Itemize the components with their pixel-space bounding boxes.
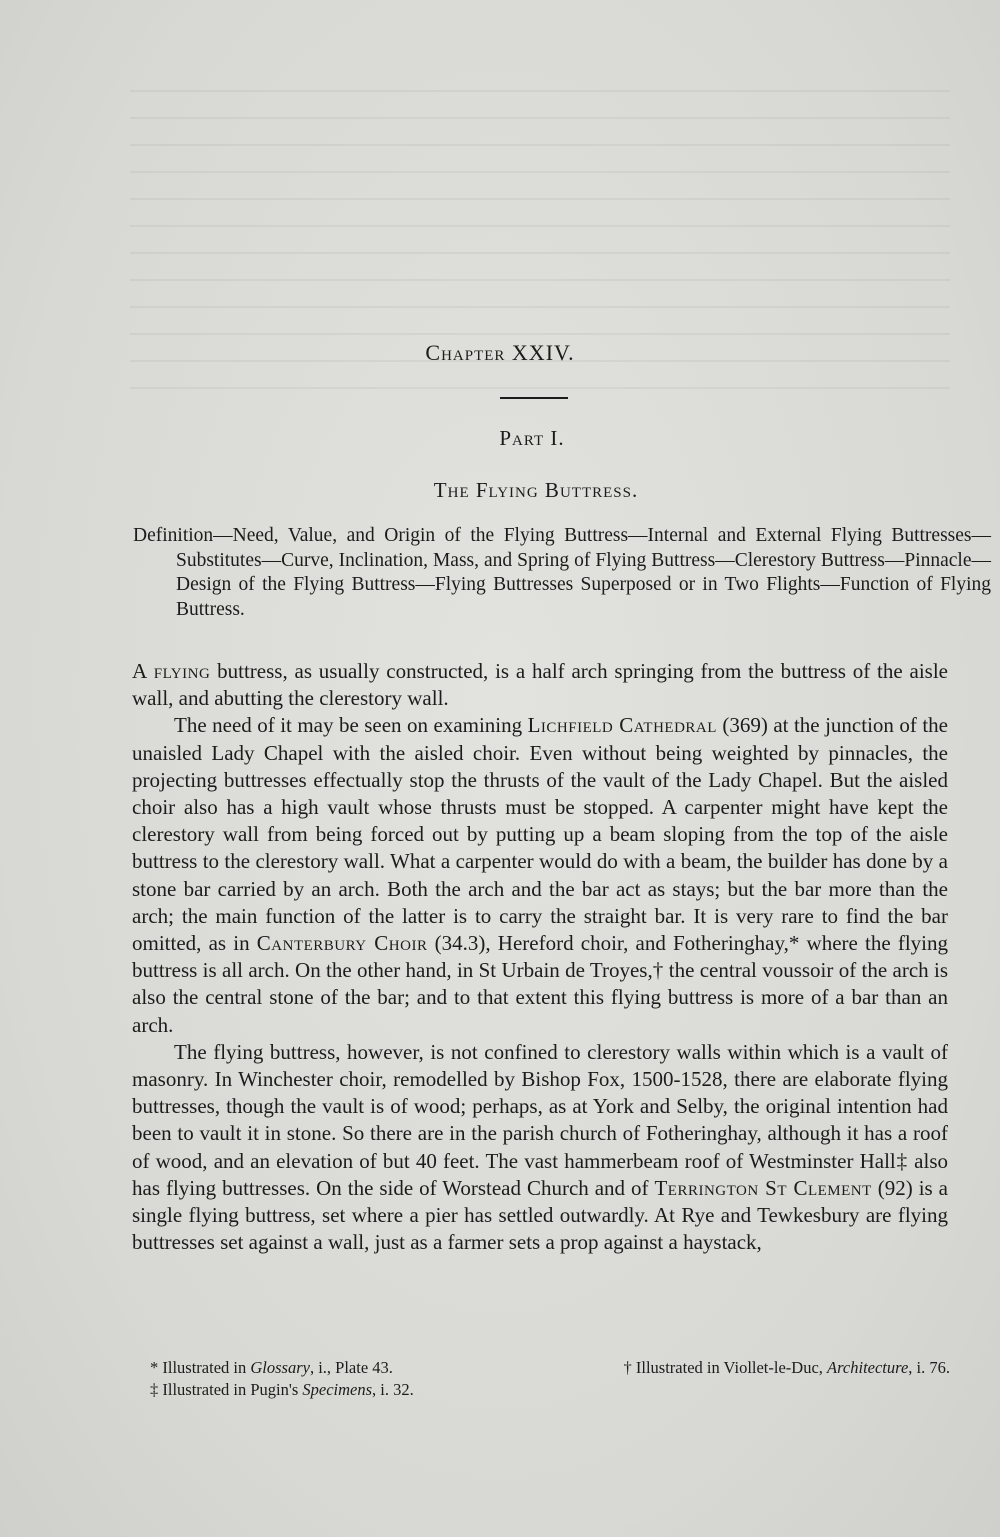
paragraph-2 [132, 712, 948, 1038]
paragraph-text: (92) is a single flying buttress, set where a pier has settled outwardly. At Rye and Tewkesbury are flying buttresses set against a wall, just as a farmer sets a prop against a haystack, [132, 1175, 948, 1255]
paragraph-3 [132, 1039, 948, 1257]
footnote-text: Illustrated in Viollet-le-Duc, [631, 1358, 828, 1377]
footnote-text: , i. 76. [908, 1358, 950, 1377]
footnote-double-dagger [150, 1379, 414, 1401]
footnote-title: Architecture [827, 1358, 909, 1377]
paragraph-text: buttress, as usually constructed, is a half arch springing from the buttress of the aisle wall, and abutting the clerestory wall. [132, 659, 948, 711]
footnote-mark: † [623, 1358, 632, 1377]
paragraph-text: The need of it may be seen on examining [174, 713, 528, 738]
paragraph-text: The flying buttress, however, is not confined to clerestory walls within which is a vault of masonry. In Winchester choir, remodelled by Bishop Fox, 1500-1528, there are elaborate flying buttresses, though the vault is of wood; perhaps, as at York and Selby, the original intention had been to vault it in stone. So there are in the parish church of Fotheringhay, although it has a roof of wood, and an elevation of but 40 feet. The vast hammerbeam roof of Westminster Hall‡ also has flying buttresses. On the side of Worstead Church and of [132, 1039, 948, 1200]
footnote-dagger [624, 1357, 951, 1379]
footnote-star [150, 1357, 393, 1379]
part-heading: Part I. [499, 426, 565, 450]
place-name: Canterbury Choir [256, 931, 428, 956]
chapter-heading: Chapter XXIV. [425, 340, 575, 365]
footnote-title: Glossary [250, 1358, 310, 1377]
place-name: Lichfield Cathedral [527, 713, 717, 738]
footnote-text: , i., Plate 43. [309, 1358, 393, 1377]
heading-rule [500, 397, 568, 399]
footnote-text: , i. 32. [372, 1380, 414, 1399]
chapter-synopsis: Definition—Need, Value, and Origin of the Flying Buttress—Internal and External Flying Buttresses—Substitutes—Curve, Inclination, Mass, and Spring of Flying Buttress—Clerestory Buttress—Pinnacle—Design of the Flying Buttress—Flying Buttresses Superposed or in Two Flights—Function of Flying Buttress. [133, 525, 991, 620]
paragraph-text: (34.3), Hereford choir, and Fotheringhay,* where the flying buttress is all arch. On the other hand, in St Urbain de Troyes,† the central voussoir of the arch is also the central stone of the bar; and to that extent this flying buttress is more of a bar than an arch. [132, 931, 948, 1037]
paragraph-text: (369) at the junction of the unaisled Lady Chapel with the aisled choir. Even without being weighted by pinnacles, the projecting buttresses effectually stop the thrusts of the vault of the Lady Chapel. But the aisled choir also has a high vault whose thrusts must be stopped. A carpenter might have kept the clerestory wall from being forced out by putting up a beam sloping from the top of the aisle buttress to the clerestory wall. What a carpenter would do with a beam, the builder has done by a stone bar carried by an arch. Both the arch and the bar act as stays; but the bar more than the arch; the main function of the latter is to carry the straight bar. It is very rare to find the bar omitted, as in [132, 713, 948, 956]
section-title: The Flying Buttress. [433, 478, 639, 502]
footnote-text: Illustrated in [158, 1358, 251, 1377]
opening-words: A flying [132, 659, 211, 683]
paragraph-1 [132, 658, 948, 712]
footnotes [150, 1357, 950, 1401]
body-text [132, 658, 948, 1256]
place-name: Terrington St Clement [654, 1175, 872, 1200]
footnote-mark: * [150, 1358, 159, 1377]
footnote-title: Specimens [302, 1380, 373, 1399]
footnote-mark: ‡ [150, 1380, 159, 1399]
footnote-text: Illustrated in Pugin's [158, 1380, 303, 1399]
